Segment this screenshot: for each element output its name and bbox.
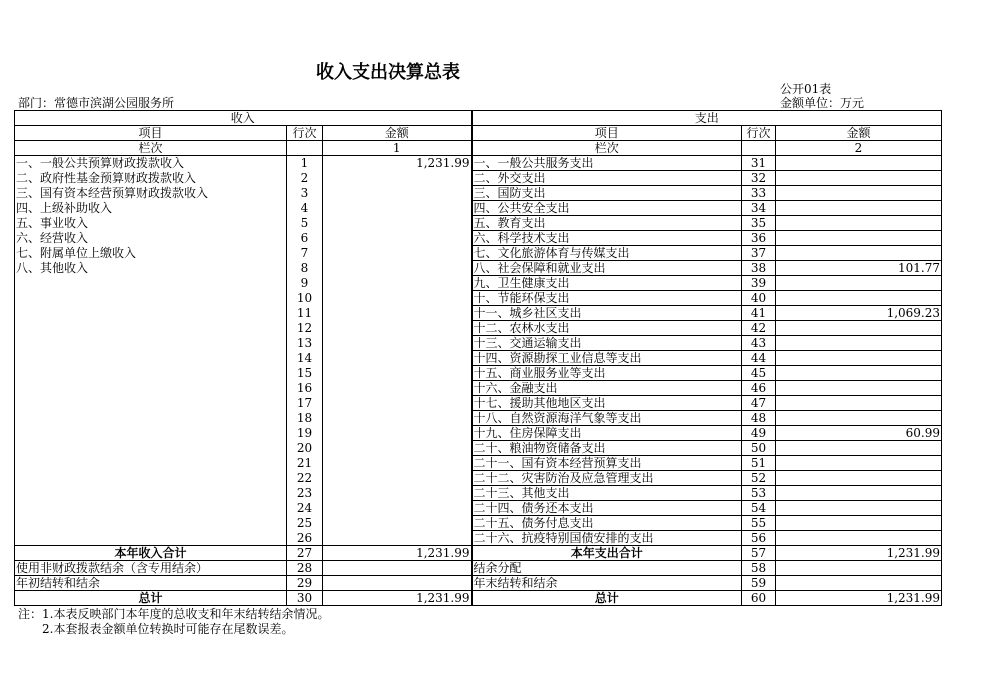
expense-item: 二十六、抗疫特别国债安排的支出 — [472, 531, 742, 546]
income-item — [15, 426, 287, 441]
expense-amount — [776, 201, 942, 216]
expense-row-no: 33 — [742, 186, 776, 201]
expense-row-no: 31 — [742, 156, 776, 171]
income-item: 七、附属单位上缴收入 — [15, 246, 287, 261]
income-amount — [323, 186, 472, 201]
expense-summary-row-no: 59 — [742, 576, 776, 591]
income-amount — [323, 441, 472, 456]
summary-row — [15, 591, 942, 606]
expense-item-header: 项目 — [472, 126, 742, 141]
table-row — [15, 486, 942, 501]
income-amount — [323, 471, 472, 486]
expense-amount — [776, 216, 942, 231]
table-row — [15, 456, 942, 471]
income-amount — [323, 336, 472, 351]
table-row — [15, 321, 942, 336]
budget-table — [14, 110, 942, 606]
footnotes — [18, 607, 329, 637]
expense-amount — [776, 351, 942, 366]
income-amount — [323, 171, 472, 186]
expense-row-no: 52 — [742, 471, 776, 486]
income-row-no: 24 — [287, 501, 323, 516]
page-title: 收入支出决算总表 — [316, 62, 460, 83]
table-row — [15, 426, 942, 441]
expense-row-no: 49 — [742, 426, 776, 441]
expense-summary-item: 总计 — [472, 591, 742, 606]
income-row-no: 25 — [287, 516, 323, 531]
income-amount — [323, 306, 472, 321]
expense-item: 九、卫生健康支出 — [472, 276, 742, 291]
expense-row-no: 47 — [742, 396, 776, 411]
expense-amount — [776, 471, 942, 486]
income-amount — [323, 531, 472, 546]
expense-rowno-header: 行次 — [742, 126, 776, 141]
income-item — [15, 411, 287, 426]
expense-amount: 1,069.23 — [776, 306, 942, 321]
income-row-no: 14 — [287, 351, 323, 366]
income-item — [15, 306, 287, 321]
expense-amount: 60.99 — [776, 426, 942, 441]
income-row-no: 4 — [287, 201, 323, 216]
expense-amount — [776, 381, 942, 396]
expense-row-no: 56 — [742, 531, 776, 546]
income-amount — [323, 246, 472, 261]
table-row — [15, 381, 942, 396]
table-row — [15, 276, 942, 291]
expense-item: 十八、自然资源海洋气象等支出 — [472, 411, 742, 426]
income-row-no: 23 — [287, 486, 323, 501]
expense-row-no: 42 — [742, 321, 776, 336]
income-summary-amount — [323, 561, 472, 576]
table-row — [15, 531, 942, 546]
expense-item: 十六、金融支出 — [472, 381, 742, 396]
expense-row-no: 41 — [742, 306, 776, 321]
income-item — [15, 486, 287, 501]
expense-amount — [776, 231, 942, 246]
income-item — [15, 531, 287, 546]
expense-amount — [776, 456, 942, 471]
expense-item: 二、外交支出 — [472, 171, 742, 186]
expense-amount — [776, 396, 942, 411]
table-row — [15, 261, 942, 276]
table-row — [15, 366, 942, 381]
expense-row-no: 44 — [742, 351, 776, 366]
income-amount — [323, 396, 472, 411]
income-summary-row-no: 28 — [287, 561, 323, 576]
income-item — [15, 381, 287, 396]
income-row-no: 26 — [287, 531, 323, 546]
expense-item: 十、节能环保支出 — [472, 291, 742, 306]
summary-row — [15, 561, 942, 576]
unit-label: 金额单位：万元 — [780, 96, 865, 110]
expense-item: 三、国防支出 — [472, 186, 742, 201]
income-summary-item: 本年收入合计 — [15, 546, 287, 561]
expense-amount — [776, 366, 942, 381]
income-amount: 1,231.99 — [323, 156, 472, 171]
income-summary-amount — [323, 576, 472, 591]
income-amount — [323, 261, 472, 276]
income-amount — [323, 381, 472, 396]
income-row-no: 8 — [287, 261, 323, 276]
income-amount — [323, 426, 472, 441]
expense-column-blank — [742, 141, 776, 156]
income-item: 四、上级补助收入 — [15, 201, 287, 216]
expense-row-no: 45 — [742, 366, 776, 381]
expense-item: 十七、援助其他地区支出 — [472, 396, 742, 411]
income-amount — [323, 366, 472, 381]
income-row-no: 6 — [287, 231, 323, 246]
income-item — [15, 291, 287, 306]
table-row — [15, 186, 942, 201]
income-item — [15, 366, 287, 381]
income-amount — [323, 351, 472, 366]
income-item — [15, 516, 287, 531]
income-amount — [323, 201, 472, 216]
income-row-no: 22 — [287, 471, 323, 486]
expense-row-no: 34 — [742, 201, 776, 216]
expense-row-no: 50 — [742, 441, 776, 456]
income-column-blank — [287, 141, 323, 156]
income-summary-row-no: 27 — [287, 546, 323, 561]
expense-item: 一、一般公共服务支出 — [472, 156, 742, 171]
expense-summary-item: 结余分配 — [472, 561, 742, 576]
income-row-no: 7 — [287, 246, 323, 261]
income-row-no: 5 — [287, 216, 323, 231]
income-row-no: 17 — [287, 396, 323, 411]
income-summary-amount: 1,231.99 — [323, 546, 472, 561]
expense-amount — [776, 186, 942, 201]
income-row-no: 19 — [287, 426, 323, 441]
income-item: 二、政府性基金预算财政拨款收入 — [15, 171, 287, 186]
expense-amount — [776, 411, 942, 426]
income-column-number: 1 — [323, 141, 472, 156]
expense-row-no: 55 — [742, 516, 776, 531]
expense-summary-amount: 1,231.99 — [776, 591, 942, 606]
income-amount — [323, 501, 472, 516]
expense-row-no: 37 — [742, 246, 776, 261]
department-label: 部门：常德市滨湖公园服务所 — [18, 96, 175, 110]
expense-amount — [776, 156, 942, 171]
table-row — [15, 351, 942, 366]
table-row — [15, 156, 942, 171]
income-summary-item: 使用非财政拨款结余（含专用结余） — [15, 561, 287, 576]
expense-amount — [776, 501, 942, 516]
income-row-no: 10 — [287, 291, 323, 306]
income-amount — [323, 486, 472, 501]
income-amount — [323, 231, 472, 246]
expense-row-no: 35 — [742, 216, 776, 231]
expense-item: 七、文化旅游体育与传媒支出 — [472, 246, 742, 261]
expense-row-no: 46 — [742, 381, 776, 396]
expense-row-no: 39 — [742, 276, 776, 291]
table-row — [15, 411, 942, 426]
expense-summary-row-no: 58 — [742, 561, 776, 576]
expense-item: 十九、住房保障支出 — [472, 426, 742, 441]
income-item — [15, 351, 287, 366]
income-row-no: 21 — [287, 456, 323, 471]
table-row — [15, 471, 942, 486]
expense-item: 十四、资源勘探工业信息等支出 — [472, 351, 742, 366]
income-summary-row-no: 29 — [287, 576, 323, 591]
income-item — [15, 276, 287, 291]
income-row-no: 9 — [287, 276, 323, 291]
expense-item: 十三、交通运输支出 — [472, 336, 742, 351]
income-item — [15, 321, 287, 336]
income-item — [15, 396, 287, 411]
income-item: 六、经营收入 — [15, 231, 287, 246]
expense-row-no: 40 — [742, 291, 776, 306]
income-item-header: 项目 — [15, 126, 287, 141]
income-amount — [323, 291, 472, 306]
expense-amount — [776, 171, 942, 186]
table-row — [15, 396, 942, 411]
income-amount — [323, 216, 472, 231]
income-row-no: 20 — [287, 441, 323, 456]
table-row — [15, 246, 942, 261]
table-row — [15, 336, 942, 351]
income-row-no: 18 — [287, 411, 323, 426]
table-row — [15, 516, 942, 531]
table-row — [15, 306, 942, 321]
expense-amount: 101.77 — [776, 261, 942, 276]
summary-row — [15, 576, 942, 591]
income-row-no: 3 — [287, 186, 323, 201]
expense-summary-item: 年末结转和结余 — [472, 576, 742, 591]
income-row-no: 15 — [287, 366, 323, 381]
expense-amount — [776, 321, 942, 336]
form-number: 公开01表 — [780, 82, 832, 96]
income-row-no: 13 — [287, 336, 323, 351]
expense-item: 十二、农林水支出 — [472, 321, 742, 336]
income-item: 五、事业收入 — [15, 216, 287, 231]
expense-header: 支出 — [472, 111, 942, 126]
income-row-no: 11 — [287, 306, 323, 321]
expense-item: 二十一、国有资本经营预算支出 — [472, 456, 742, 471]
expense-amount — [776, 276, 942, 291]
table-row — [15, 201, 942, 216]
income-item: 三、国有资本经营预算财政拨款收入 — [15, 186, 287, 201]
expense-column-label: 栏次 — [472, 141, 742, 156]
income-amount — [323, 276, 472, 291]
table-row — [15, 216, 942, 231]
expense-amount — [776, 336, 942, 351]
expense-item: 二十四、债务还本支出 — [472, 501, 742, 516]
income-summary-amount: 1,231.99 — [323, 591, 472, 606]
expense-row-no: 38 — [742, 261, 776, 276]
expense-item: 二十二、灾害防治及应急管理支出 — [472, 471, 742, 486]
income-amount — [323, 411, 472, 426]
expense-row-no: 48 — [742, 411, 776, 426]
expense-summary-amount — [776, 561, 942, 576]
expense-summary-item: 本年支出合计 — [472, 546, 742, 561]
expense-amount — [776, 441, 942, 456]
income-amount — [323, 516, 472, 531]
income-summary-row-no: 30 — [287, 591, 323, 606]
expense-summary-amount: 1,231.99 — [776, 546, 942, 561]
income-item — [15, 456, 287, 471]
income-rowno-header: 行次 — [287, 126, 323, 141]
expense-row-no: 36 — [742, 231, 776, 246]
expense-amount — [776, 291, 942, 306]
income-header: 收入 — [15, 111, 472, 126]
table-row — [15, 171, 942, 186]
expense-item: 二十、粮油物资储备支出 — [472, 441, 742, 456]
footnote-2: 2.本套报表金额单位转换时可能存在尾数误差。 — [18, 622, 294, 636]
expense-row-no: 51 — [742, 456, 776, 471]
expense-summary-row-no: 57 — [742, 546, 776, 561]
expense-row-no: 43 — [742, 336, 776, 351]
table-row — [15, 441, 942, 456]
expense-amount — [776, 246, 942, 261]
income-item: 八、其他收入 — [15, 261, 287, 276]
expense-row-no: 53 — [742, 486, 776, 501]
income-summary-item: 总计 — [15, 591, 287, 606]
table-row — [15, 501, 942, 516]
expense-item: 二十五、债务付息支出 — [472, 516, 742, 531]
expense-row-no: 54 — [742, 501, 776, 516]
table-row — [15, 291, 942, 306]
income-item: 一、一般公共预算财政拨款收入 — [15, 156, 287, 171]
income-amount-header: 金额 — [323, 126, 472, 141]
income-column-label: 栏次 — [15, 141, 287, 156]
income-item — [15, 336, 287, 351]
expense-amount-header: 金额 — [776, 126, 942, 141]
income-item — [15, 471, 287, 486]
income-amount — [323, 456, 472, 471]
expense-item: 五、教育支出 — [472, 216, 742, 231]
expense-amount — [776, 486, 942, 501]
expense-item: 十五、商业服务业等支出 — [472, 366, 742, 381]
expense-item: 四、公共安全支出 — [472, 201, 742, 216]
income-row-no: 16 — [287, 381, 323, 396]
income-amount — [323, 321, 472, 336]
income-row-no: 1 — [287, 156, 323, 171]
income-item — [15, 501, 287, 516]
expense-row-no: 32 — [742, 171, 776, 186]
income-item — [15, 441, 287, 456]
expense-amount — [776, 516, 942, 531]
income-summary-item: 年初结转和结余 — [15, 576, 287, 591]
income-row-no: 2 — [287, 171, 323, 186]
expense-summary-amount — [776, 576, 942, 591]
expense-item: 六、科学技术支出 — [472, 231, 742, 246]
income-row-no: 12 — [287, 321, 323, 336]
expense-item: 二十三、其他支出 — [472, 486, 742, 501]
expense-item: 十一、城乡社区支出 — [472, 306, 742, 321]
expense-item: 八、社会保障和就业支出 — [472, 261, 742, 276]
summary-row — [15, 546, 942, 561]
expense-summary-row-no: 60 — [742, 591, 776, 606]
table-row — [15, 231, 942, 246]
expense-column-number: 2 — [776, 141, 942, 156]
expense-amount — [776, 531, 942, 546]
footnote-1: 注：1.本表反映部门本年度的总收支和年末结转结余情况。 — [18, 607, 330, 621]
